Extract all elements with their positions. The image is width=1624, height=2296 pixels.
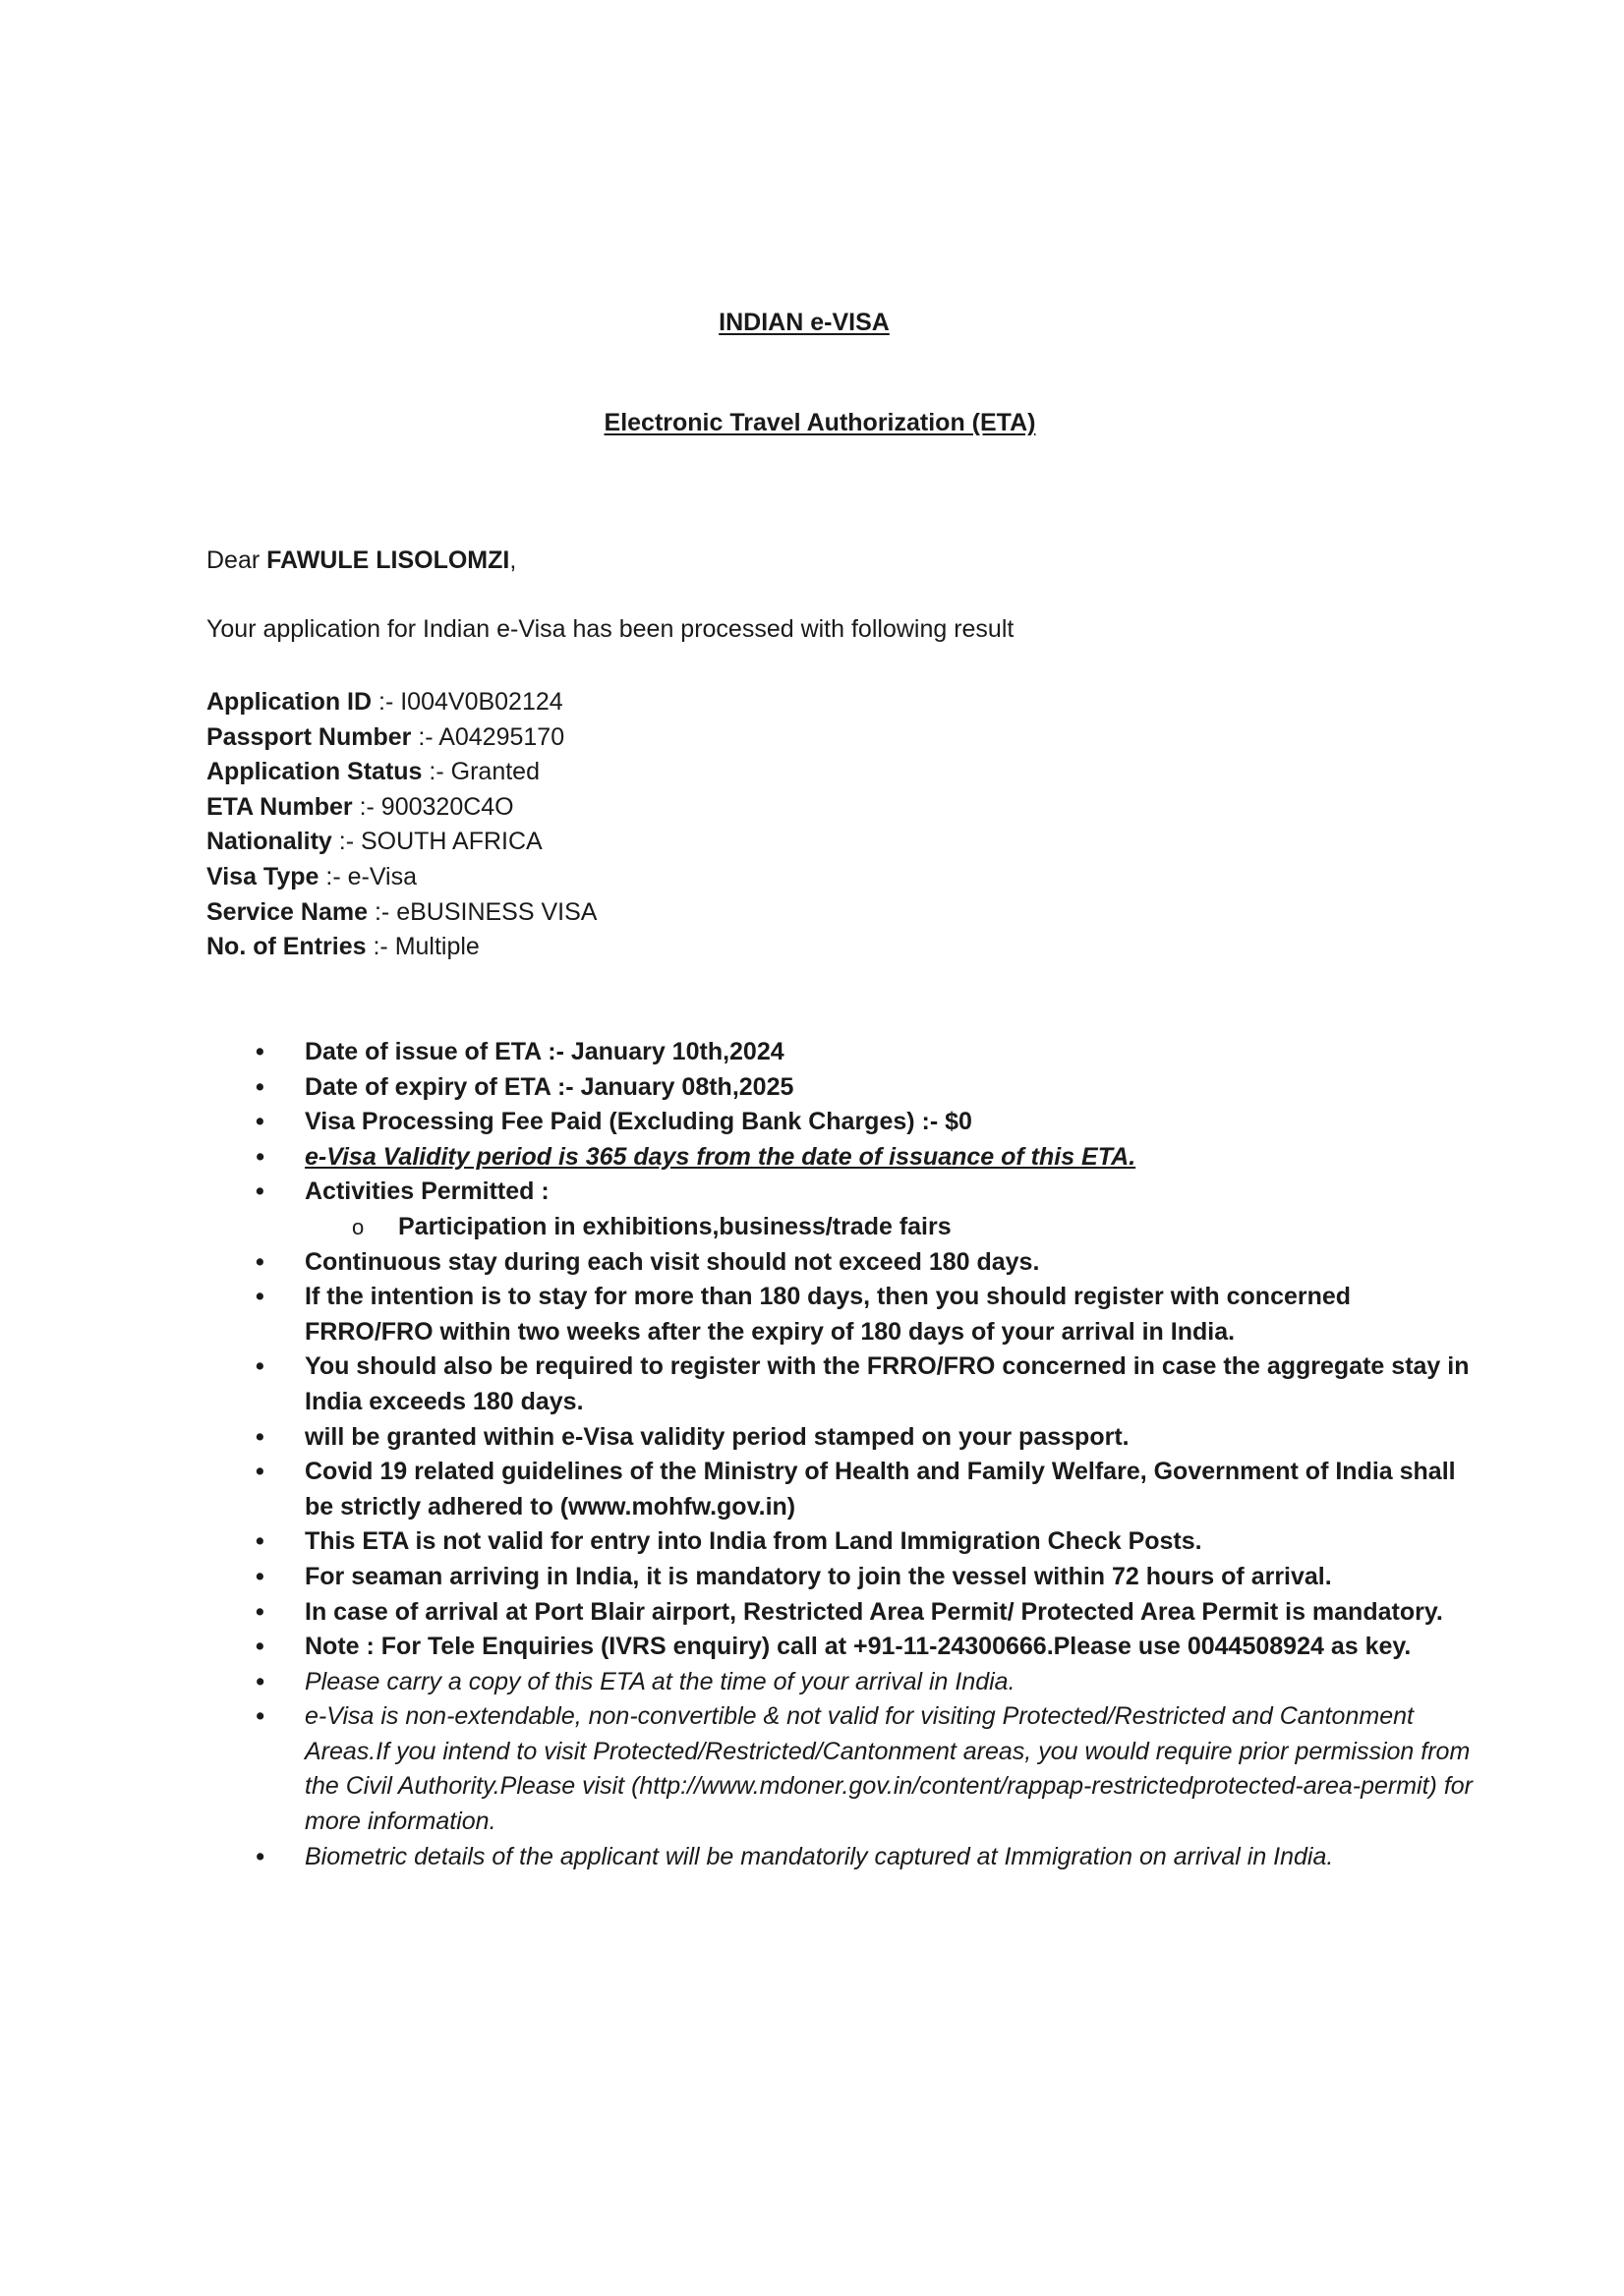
detail-separator: :- [372, 688, 401, 716]
bullet-processing-fee: • Visa Processing Fee Paid (Excluding Bank Charges) :- $0 [256, 1105, 1475, 1140]
detail-service-name [206, 895, 597, 931]
bullet-land-check-posts: • This ETA is not valid for entry into India from Land Immigration Check Posts. [256, 1524, 1475, 1560]
intro-text: Your application for Indian e-Visa has been processed with following result [206, 615, 1015, 643]
bullet-validity-stamped: • will be granted within e-Visa validity period stamped on your passport. [256, 1420, 1475, 1456]
bullet-covid-guidelines: • Covid 19 related guidelines of the Ministry of Health and Family Welfare, Government of India shall be strictly adhered to (www.mohfw.gov.in) [256, 1455, 1475, 1524]
application-details [206, 685, 597, 965]
detail-nationality [206, 825, 597, 860]
sub-bullet-activity: o Participation in exhibitions,business/trade fairs [256, 1210, 1475, 1245]
bullet-seaman: • For seaman arriving in India, it is mandatory to join the vessel within 72 hours of arrival. [256, 1560, 1475, 1595]
bullet-registration-180-days: • If the intention is to stay for more than 180 days, then you should register with concerned FRRO/FRO within two weeks after the expiry of 180 days of your arrival in India. [256, 1280, 1475, 1349]
detail-separator: :- [366, 933, 395, 961]
detail-value: SOUTH AFRICA [360, 828, 543, 856]
detail-application-status [206, 755, 597, 790]
detail-separator: :- [319, 862, 348, 890]
conditions-list [256, 1035, 1475, 1874]
detail-value: I004V0B02124 [400, 688, 563, 716]
detail-value: e-Visa [347, 862, 418, 890]
document-subtitle: Electronic Travel Authorization (ETA) [604, 409, 1036, 436]
document-title: INDIAN e-VISA [719, 309, 890, 336]
detail-value: 900320C4O [380, 792, 514, 821]
applicant-name: FAWULE LISOLOMZI [266, 546, 510, 574]
detail-label: No. of Entries [206, 933, 367, 961]
bullet-carry-copy: • Please carry a copy of this ETA at the time of your arrival in India. [256, 1665, 1475, 1700]
detail-label: Nationality [206, 828, 332, 856]
bullet-validity-period: • e-Visa Validity period is 365 days from the date of issuance of this ETA. [256, 1140, 1475, 1176]
bullet-biometric: • Biometric details of the applicant will be mandatorily captured at Immigration on arrival in India. [256, 1840, 1475, 1875]
bullet-activities-permitted: • Activities Permitted : [256, 1175, 1475, 1210]
greeting-prefix: Dear [206, 546, 267, 574]
bullet-port-blair: • In case of arrival at Port Blair airport, Restricted Area Permit/ Protected Area Permit is mandatory. [256, 1595, 1475, 1631]
detail-eta-number [206, 790, 597, 826]
greeting [206, 546, 516, 575]
bullet-continuous-stay: • Continuous stay during each visit should not exceed 180 days. [256, 1245, 1475, 1281]
detail-separator: :- [368, 897, 397, 926]
detail-value: eBUSINESS VISA [396, 897, 598, 926]
detail-label: Passport Number [206, 722, 412, 751]
greeting-suffix: , [509, 546, 517, 574]
bullet-tele-enquiries: • Note : For Tele Enquiries (IVRS enquiry) call at +91-11-24300666.Please use 0044508924 as key. [256, 1630, 1475, 1665]
detail-label: Service Name [206, 897, 369, 926]
bullet-expiry-date: • Date of expiry of ETA :- January 08th,2025 [256, 1070, 1475, 1106]
detail-application-id [206, 685, 597, 720]
detail-label: Visa Type [206, 862, 319, 890]
detail-separator: :- [331, 828, 361, 856]
detail-value: A04295170 [438, 722, 565, 751]
detail-separator: :- [422, 758, 451, 786]
detail-value: Granted [450, 758, 540, 786]
detail-value: Multiple [394, 933, 480, 961]
detail-separator: :- [352, 792, 381, 821]
bullet-non-extendable: • e-Visa is non-extendable, non-convertible & not valid for visiting Protected/Restricted and Cantonment Areas.If you intend to visit Protected/Restricted/Cantonment areas, you would require prior permission from the Civil Authority.Please visit (http://www.mdoner.gov.in/content/rappap-restrictedprotected-area-permit) for more information. [256, 1699, 1475, 1839]
detail-number-of-entries [206, 930, 597, 965]
detail-separator: :- [411, 722, 439, 751]
detail-label: Application ID [206, 688, 373, 716]
bullet-issue-date: • Date of issue of ETA :- January 10th,2024 [256, 1035, 1475, 1070]
bullet-aggregate-stay: • You should also be required to register with the FRRO/FRO concerned in case the aggregate stay in India exceeds 180 days. [256, 1349, 1475, 1419]
detail-visa-type [206, 860, 597, 895]
detail-label: Application Status [206, 758, 423, 786]
detail-passport-number [206, 720, 597, 756]
detail-label: ETA Number [206, 792, 353, 821]
